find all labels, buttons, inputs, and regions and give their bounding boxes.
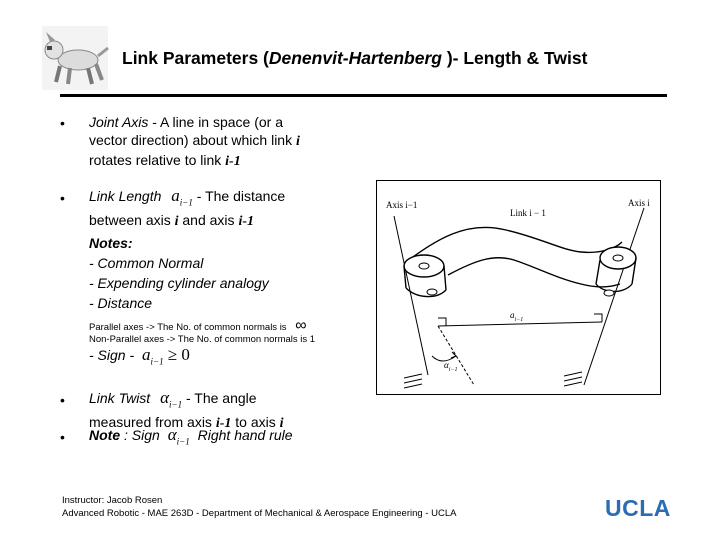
link-label: Link i − 1 xyxy=(510,208,546,218)
title-part: Link Parameters ( xyxy=(122,48,269,68)
var-i: i xyxy=(174,214,179,230)
title-part: )- Length & Twist xyxy=(441,48,588,68)
bullet-marker: • xyxy=(60,115,65,131)
link-diagram xyxy=(376,180,661,395)
alpha-label xyxy=(444,360,457,373)
nonparallel-axes-note: Non-Parallel axes -> The No. of common normals is 1 xyxy=(89,334,316,345)
title-italic-part: Denenvit-Hartenberg xyxy=(268,48,442,68)
link-length-text: between axis xyxy=(89,212,175,229)
bullet-marker: • xyxy=(60,429,65,445)
var-i-1: i-1 xyxy=(215,416,232,432)
link-length-term: Link Length xyxy=(89,188,162,204)
bullet-marker: • xyxy=(60,392,65,408)
link-twist-term: Link Twist xyxy=(89,390,151,406)
a-symbol: a xyxy=(510,310,515,320)
axis-i-1-label: Axis i−1 xyxy=(386,200,418,210)
link-twist-text: measured from axis xyxy=(89,414,216,431)
joint-axis-text: - A line in space (or a xyxy=(148,114,284,130)
symbol-a: a xyxy=(142,345,151,364)
parallel-axes-note xyxy=(89,317,307,335)
note-symbol xyxy=(167,425,190,447)
ucla-logo: UCLA xyxy=(605,495,671,521)
joint-axis-term: Joint Axis xyxy=(89,114,149,130)
notes-label: Notes: xyxy=(89,235,133,252)
symbol-subscript: i−1 xyxy=(179,197,193,208)
title-underline xyxy=(60,94,667,97)
joint-axis-text: vector direction) about which link xyxy=(89,132,296,148)
symbol-a: a xyxy=(171,186,180,205)
sign-expression xyxy=(142,345,190,367)
alpha-symbol: α xyxy=(444,360,449,370)
note-item: - Common Normal xyxy=(89,255,204,272)
var-i: i xyxy=(296,134,300,149)
footer-instructor: Instructor: Jacob Rosen xyxy=(62,495,163,506)
joint-axis-bullet xyxy=(89,112,339,172)
var-i-1: i-1 xyxy=(238,214,254,230)
robot-dog-image xyxy=(30,22,120,94)
symbol-subscript: i−1 xyxy=(176,436,190,447)
parallel-text: Parallel axes -> The No. of common normals is xyxy=(89,322,287,333)
link-length-bullet xyxy=(89,186,349,313)
var-i-1: i-1 xyxy=(225,154,241,169)
bullet-marker: • xyxy=(60,190,65,206)
link-twist-text: to axis xyxy=(231,414,280,431)
symbol-subscript: i−1 xyxy=(169,399,183,410)
note-bullet xyxy=(89,425,369,451)
note-text: : Sign xyxy=(120,427,160,443)
link-twist-text: - The angle xyxy=(182,390,257,406)
a-subscript: i−1 xyxy=(514,316,524,323)
page-title xyxy=(122,48,587,69)
link-length-text: - The distance xyxy=(192,188,286,204)
note-item: - Expending cylinder analogy xyxy=(89,275,269,292)
infinity-symbol: ∞ xyxy=(295,317,307,334)
footer xyxy=(62,494,456,520)
sign-inequality: ≥ 0 xyxy=(167,345,190,364)
var-i: i xyxy=(279,416,284,432)
a-label xyxy=(510,310,523,323)
note-item: - Distance xyxy=(89,295,153,312)
sign-label: - Sign - xyxy=(89,347,135,363)
link-length-symbol xyxy=(171,186,193,208)
joint-axis-text: rotates relative to link xyxy=(89,152,226,168)
link-twist-symbol xyxy=(160,388,183,410)
sign-line xyxy=(89,345,190,371)
footer-course: Advanced Robotic - MAE 263D - Department of Mechanical & Aerospace Engineering - UCLA xyxy=(62,508,457,519)
axis-i-label: Axis i xyxy=(628,198,650,208)
alpha-subscript: i−1 xyxy=(448,366,458,373)
note-label: Note xyxy=(89,427,121,443)
note-text: Right hand rule xyxy=(197,427,293,443)
symbol-subscript: i−1 xyxy=(150,356,164,367)
link-length-text: and axis xyxy=(178,212,239,229)
symbol-alpha: α xyxy=(167,425,177,444)
symbol-alpha: α xyxy=(160,388,170,407)
